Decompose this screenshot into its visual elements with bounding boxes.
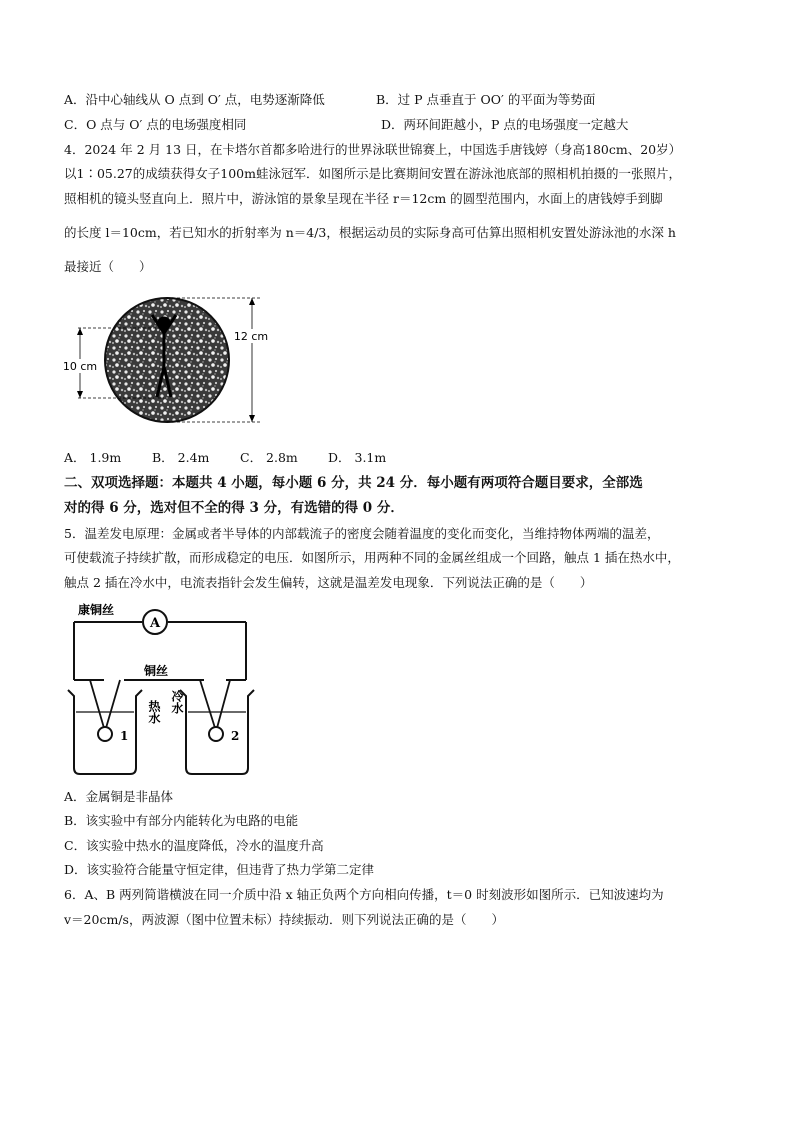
contact-1 bbox=[98, 727, 112, 741]
q4-option-a: A． 1.9m bbox=[64, 450, 122, 465]
q4-text-line2: 以1∶05.27的成绩获得女子100m蛙泳冠军．如图所示是比赛期间安置在游泳池底部的照相机拍摄的一张照片， bbox=[64, 166, 681, 181]
q5-circuit-figure bbox=[64, 600, 260, 778]
contact-2 bbox=[209, 727, 223, 741]
q5-option-c: C．该实验中热水的温度降低，冷水的温度升高 bbox=[64, 838, 324, 853]
contact-2-label: 2 bbox=[231, 729, 240, 743]
q4-text-line5: 最接近（ ） bbox=[64, 259, 152, 274]
label-length: 10 cm bbox=[62, 360, 98, 373]
q3-option-b: B．过 P 点垂直于 OO′ 的平面为等势面 bbox=[376, 92, 596, 107]
hot-water-label: 热水 bbox=[147, 700, 161, 724]
q4-text-line3: 照相机的镜头竖直向上．照片中，游泳馆的景象呈现在半径 r＝12cm 的圆型范围内，水面上的唐钱婷手到脚 bbox=[64, 191, 663, 206]
wire-label-copper: 铜丝 bbox=[144, 664, 169, 678]
q5-option-d: D．该实验符合能量守恒定律，但违背了热力学第二定律 bbox=[64, 862, 375, 877]
q3-option-a: A．沿中心轴线从 O 点到 O′ 点，电势逐渐降低 bbox=[64, 92, 325, 107]
contact-1-label: 1 bbox=[120, 729, 129, 743]
q4-option-d: D． 3.1m bbox=[328, 450, 387, 465]
q5-text-line1: 5．温差发电原理：金属或者半导体的内部载流子的密度会随着温度的变化而变化，当维持物体两端的温差， bbox=[64, 526, 660, 541]
q3-option-c: C．O 点与 O′ 点的电场强度相同 bbox=[64, 117, 247, 132]
section2-heading-line1: 二、双项选择题：本题共 4 小题，每小题 6 分，共 24 分．每小题有两项符合题目要求，全部选 bbox=[64, 475, 643, 491]
q4-option-c: C． 2.8m bbox=[240, 450, 298, 465]
q4-text-line1: 4．2024 年 2 月 13 日，在卡塔尔首都多哈进行的世界泳联世锦赛上，中国选手唐钱婷（身高180cm、20岁） bbox=[64, 142, 682, 157]
q6-text-line2: v＝20cm/s，两波源（图中位置未标）持续振动．则下列说法正确的是（ ） bbox=[64, 912, 504, 927]
q3-option-d: D．两环间距越小，P 点的电场强度一定越大 bbox=[381, 117, 629, 132]
q5-text-line3: 触点 2 插在冷水中，电流表指针会发生偏转，这就是温差发电现象．下列说法正确的是（ ） bbox=[64, 575, 593, 590]
section2-heading-line2: 对的得 6 分，选对但不全的得 3 分，有选错的得 0 分． bbox=[64, 500, 404, 516]
label-radius: 12 cm bbox=[233, 330, 269, 343]
photo-circle bbox=[105, 298, 229, 422]
ammeter-label: A bbox=[149, 616, 161, 631]
q4-option-b: B． 2.4m bbox=[152, 450, 210, 465]
q5-option-a: A．金属铜是非晶体 bbox=[64, 789, 174, 804]
cold-water-label: 冷水 bbox=[170, 690, 184, 714]
q4-photo-figure bbox=[62, 285, 269, 435]
q5-option-b: B．该实验中有部分内能转化为电路的电能 bbox=[64, 813, 299, 828]
wire-label-constantan: 康铜丝 bbox=[78, 603, 115, 617]
q4-text-line4: 的长度 l＝10cm，若已知水的折射率为 n＝4/3，根据运动员的实际身高可估算出照相机安置处游泳池的水深 h bbox=[64, 225, 676, 240]
q5-text-line2: 可使载流子持续扩散，而形成稳定的电压．如图所示，用两种不同的金属丝组成一个回路，触点 1 插在热水中， bbox=[64, 550, 680, 565]
q6-text-line1: 6．A、B 两列简谐横波在同一介质中沿 x 轴正负两个方向相向传播，t＝0 时刻波形如图所示．已知波速均为 bbox=[64, 887, 664, 902]
